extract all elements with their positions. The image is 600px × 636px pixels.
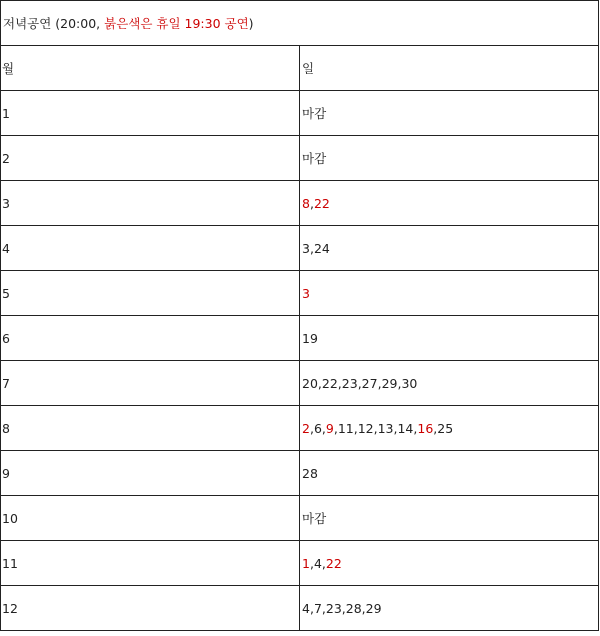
month-cell: 7: [1, 361, 300, 406]
month-cell: 1: [1, 91, 300, 136]
table-row: [1, 541, 599, 586]
day-separator: ,: [361, 600, 366, 616]
day: 3: [302, 240, 310, 256]
day-separator: ,: [413, 420, 418, 436]
day-separator: ,: [317, 375, 322, 391]
title-close: ): [248, 16, 254, 31]
day-separator: ,: [309, 555, 314, 571]
days-cell: [300, 316, 599, 361]
day: 30: [401, 375, 418, 391]
month-cell: 12: [1, 586, 300, 631]
days-cell: [300, 136, 599, 181]
table-row: [1, 586, 599, 631]
day: 14: [397, 420, 414, 436]
day: 7: [313, 600, 322, 616]
day: 6: [313, 420, 322, 436]
day: 4: [302, 600, 310, 616]
header-row: [1, 46, 599, 91]
table-row: [1, 361, 599, 406]
day-separator: ,: [321, 420, 326, 436]
holiday-day: 16: [417, 420, 434, 436]
days-cell: [300, 586, 599, 631]
column-header-day: 일: [300, 46, 599, 91]
month-cell: 6: [1, 316, 300, 361]
month-cell: 2: [1, 136, 300, 181]
month-cell: 11: [1, 541, 300, 586]
day: 23: [325, 600, 342, 616]
table-row: [1, 181, 599, 226]
day: 23: [341, 375, 358, 391]
month-cell: 8: [1, 406, 300, 451]
day: 28: [345, 600, 362, 616]
month-cell: 5: [1, 271, 300, 316]
day-separator: ,: [341, 600, 346, 616]
days-cell: [300, 451, 599, 496]
month-cell: 4: [1, 226, 300, 271]
day-separator: ,: [353, 420, 358, 436]
day: 27: [361, 375, 378, 391]
day-separator: ,: [321, 555, 326, 571]
days-cell: [300, 271, 599, 316]
holiday-day: 9: [325, 420, 334, 436]
title-main: 저녁공연 (20:00,: [3, 16, 105, 31]
table-row: [1, 91, 599, 136]
day: 25: [437, 420, 454, 436]
table-row: [1, 136, 599, 181]
table-row: [1, 271, 599, 316]
month-cell: 9: [1, 451, 300, 496]
day-separator: ,: [433, 420, 438, 436]
day-separator: ,: [397, 375, 402, 391]
holiday-day: 3: [302, 285, 310, 301]
holiday-day: 22: [313, 195, 330, 211]
days-cell: [300, 406, 599, 451]
day-separator: ,: [393, 420, 398, 436]
day-separator: ,: [373, 420, 378, 436]
day-separator: ,: [309, 240, 314, 256]
month-cell: 3: [1, 181, 300, 226]
table-row: [1, 316, 599, 361]
holiday-day: 22: [325, 555, 342, 571]
day: 20: [302, 375, 318, 391]
day-separator: ,: [321, 600, 326, 616]
table-row: [1, 406, 599, 451]
day-separator: ,: [309, 195, 314, 211]
table-title: [1, 1, 599, 46]
day: 29: [365, 600, 382, 616]
holiday-day: 1: [302, 555, 310, 571]
day-separator: ,: [337, 375, 342, 391]
day-separator: ,: [333, 420, 338, 436]
holiday-day: 2: [302, 420, 310, 436]
days-cell: [300, 181, 599, 226]
day: 12: [357, 420, 374, 436]
day: 4: [313, 555, 322, 571]
day-separator: ,: [309, 420, 314, 436]
holiday-day: 8: [302, 195, 310, 211]
table-row: [1, 226, 599, 271]
day: 28: [302, 465, 318, 481]
days-cell: [300, 496, 599, 541]
day-separator: ,: [309, 600, 314, 616]
title-row: [1, 1, 599, 46]
days-cell: [300, 361, 599, 406]
days-cell: [300, 541, 599, 586]
title-highlight: 붉은색은 휴일 19:30 공연: [104, 16, 249, 31]
column-header-month: 월: [1, 46, 300, 91]
days-cell: [300, 226, 599, 271]
day: 11: [337, 420, 354, 436]
day: 13: [377, 420, 394, 436]
day: 22: [321, 375, 338, 391]
month-cell: 10: [1, 496, 300, 541]
day-separator: ,: [357, 375, 362, 391]
day: 마감: [302, 511, 327, 526]
day: 24: [313, 240, 330, 256]
day: 19: [302, 330, 318, 346]
days-cell: [300, 91, 599, 136]
table-row: [1, 451, 599, 496]
day: 29: [381, 375, 398, 391]
day: 마감: [302, 106, 327, 121]
day-separator: ,: [377, 375, 382, 391]
table-row: [1, 496, 599, 541]
day: 마감: [302, 151, 327, 166]
